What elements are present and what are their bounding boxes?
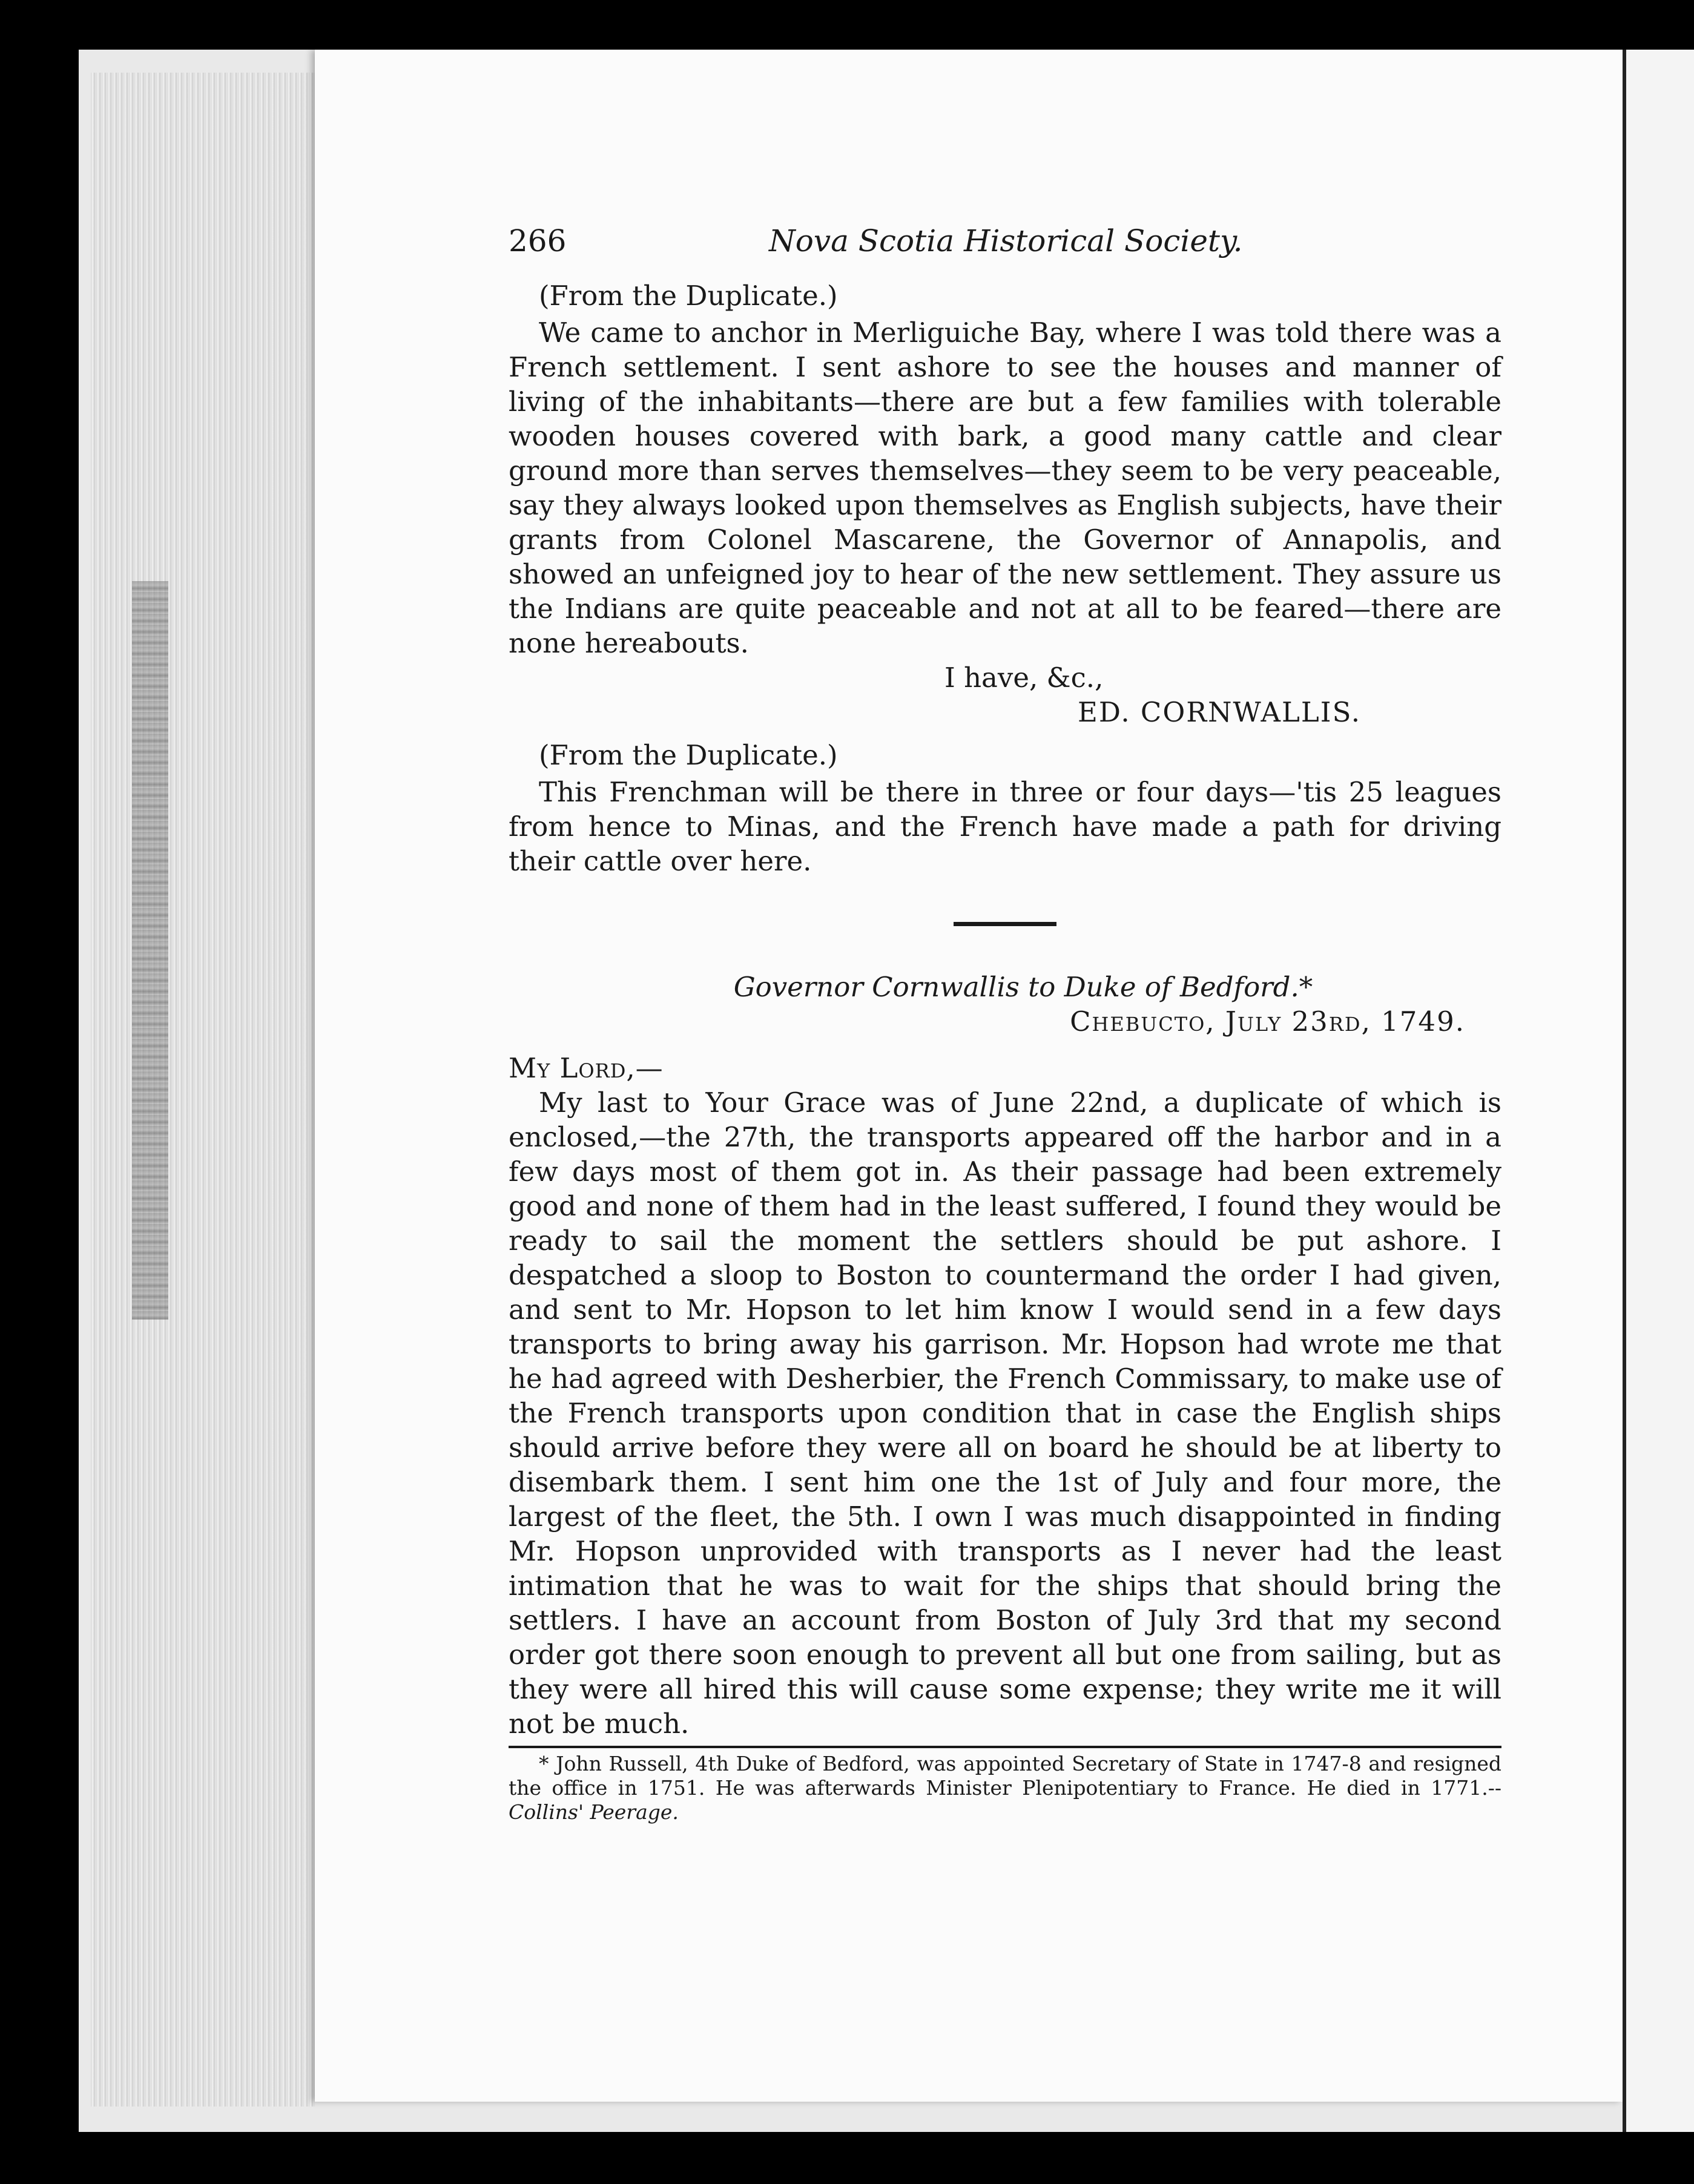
spine-lettering [132, 581, 168, 1320]
letter-place-date: Chebucto, July 23rd, 1749. [1070, 1005, 1465, 1038]
footnote-source: Collins' Peerage. [509, 1800, 679, 1824]
merliguiche-paragraph: We came to anchor in Merliguiche Bay, where I was told there was a French settlement. I sent ashore to see the houses and manner of living of the inhabitants—there are but a few families with tolerable wooden houses covered with bark, a good many cattle and clear ground more than serves themselves—they seem to be very peaceable, say they always looked upon themselves as English subjects, have their grants from Colonel Mascarene, the Governor of Annapolis, and showed an unfeigned joy to hear of the new settlement. They assure us the Indians are quite peaceable and not at all to be feared—there are none hereabouts. [509, 317, 1501, 659]
section-divider [954, 922, 1056, 926]
letter-salutation: My Lord,— [509, 1052, 664, 1084]
signature: ED. CORNWALLIS. [1078, 696, 1362, 728]
closing-line: I have, &c., [944, 662, 1104, 694]
duplicate-heading-2: (From the Duplicate.) [539, 739, 838, 771]
running-head [509, 224, 1501, 266]
page-content [509, 224, 1501, 1824]
letter-title: Governor Cornwallis to Duke of Bedford.* [733, 971, 1313, 1003]
page-number: 266 [509, 223, 567, 258]
footnote-rule [509, 1746, 1501, 1748]
facing-page-edge [1623, 50, 1694, 2132]
footnote [509, 1752, 1501, 1824]
duplicate-heading-1: (From the Duplicate.) [539, 280, 838, 312]
footnote-text: * John Russell, 4th Duke of Bedford, was appointed Secretary of State in 1747-8 and resigned the office in 1751. He was afterwards Minister Plenipotentiary to France. He died in 1771.-- [509, 1752, 1501, 1800]
journal-title: Nova Scotia Historical Society. [769, 223, 1243, 258]
letter-body: My last to Your Grace was of June 22nd, a duplicate of which is enclosed,—the 27th, the transports appeared off the harbor and in a few days most of them got in. As their passage had been extremely good and none of them had in the least suffered, I found they would be ready to sail the moment the settlers should be put ashore. I despatched a sloop to Boston to countermand the order I had given, and sent to Mr. Hopson to let him know I would send in a few days transports to bring away his garrison. Mr. Hopson had wrote me that he had agreed with Desherbier, the French Commissary, to make use of the French transports upon condition that in case the English ships should arrive before they were all on board he should be at liberty to disembark them. I sent him one the 1st of July and four more, the largest of the fleet, the 5th. I own I was much disappointed in finding Mr. Hopson unprovided with transports as I never had the least intimation that he was to wait for the ships that should bring the settlers. I have an account from Boston of July 3rd that my second order got there soon enough to prevent all but one from sailing, but as they were all hired this will cause some expense; they write me it will not be much. [509, 1087, 1501, 1740]
page-edges [91, 73, 315, 2107]
frenchman-paragraph: This Frenchman will be there in three or four days—'tis 25 leagues from hence to Minas, and the French have made a path for driving their cattle over here. [509, 776, 1501, 877]
